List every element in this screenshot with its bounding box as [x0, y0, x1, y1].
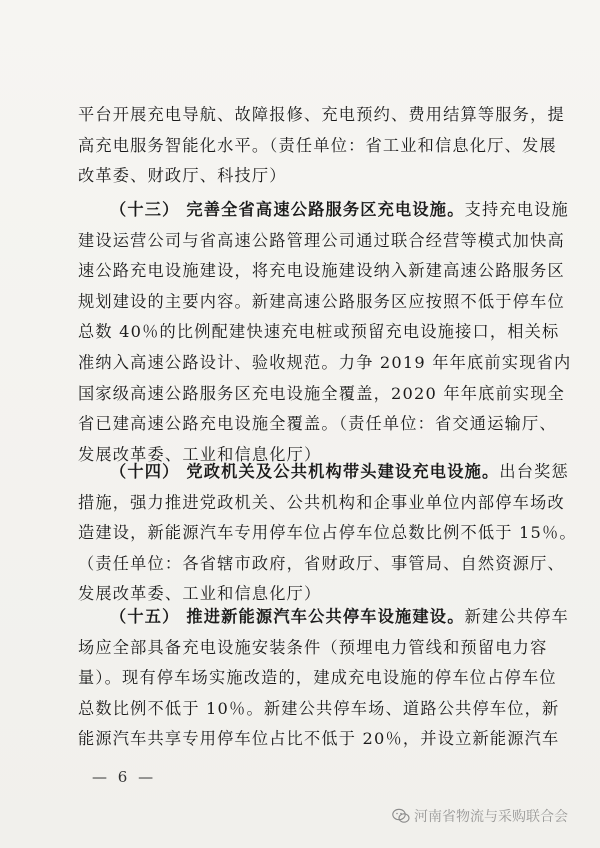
text-line: 准纳入高速公路设计、验收规范。力争 2019 年年底前实现省内	[78, 352, 572, 372]
section-heading: （十五） 推进新能源汽车公共停车设施建设。	[110, 607, 465, 626]
text-line: 量）。现有停车场实施改造的，建成充电设施的停车位占停车位	[78, 668, 557, 688]
paragraph-13	[78, 195, 572, 470]
text-line: 总数 40％的比例配建快速充电桩或预留充电设施接口，相关标	[78, 322, 560, 342]
text-line: 速公路充电设施建设，将充电设施建设纳入新建高速公路服务区	[78, 261, 565, 281]
paragraph-first-line	[78, 457, 569, 488]
text-line: 发展改革委、工业和信息化厅）	[78, 444, 322, 464]
text-line: 建设运营公司与省高速公路管理公司通过联合经营等模式加快高	[78, 230, 565, 250]
heading-continuation: 新建公共停车	[464, 607, 569, 626]
text-line: 场应全部具备充电设施安装条件（预埋电力管线和预留电力容	[78, 637, 548, 657]
text-line: （责任单位：各省辖市政府，省财政厅、事管局、自然资源厅、	[78, 553, 565, 573]
text-line: 高充电服务智能化水平。（责任单位：省工业和信息化厅、发展	[78, 135, 557, 155]
page-number: — 6 —	[92, 768, 157, 786]
watermark	[392, 806, 568, 826]
paragraph-first-line	[78, 195, 569, 226]
section-heading: （十四） 党政机关及公共机构带头建设充电设施。	[110, 462, 500, 481]
text-line: 国家级高速公路服务区充电设施全覆盖，2020 年年底前实现全	[78, 383, 566, 403]
text-line: 措施，强力推进党政机关、公共机构和企事业单位内部停车场改	[78, 492, 565, 512]
section-heading: （十三） 完善全省高速公路服务区充电设施。	[110, 200, 465, 219]
heading-continuation: 支持充电设施	[464, 200, 569, 219]
paragraph-first-line	[78, 602, 569, 633]
text-line: 总数比例不低于 10％。新建公共停车场、道路公共停车位，新	[78, 698, 560, 718]
watermark-text: 河南省物流与采购联合会	[414, 809, 568, 825]
text-line: 造建设，新能源汽车专用停车位占停车位总数比例不低于 15％。	[78, 523, 577, 543]
text-line: 省已建高速公路充电设施全覆盖。（责任单位：省交通运输厅、	[78, 414, 557, 434]
paragraph-continuation	[78, 100, 565, 192]
heading-continuation: 出台奖惩	[499, 462, 569, 481]
text-line: 改革委、财政厅、科技厅）	[78, 166, 287, 186]
text-line: 规划建设的主要内容。新建高速公路服务区应按照不低于停车位	[78, 291, 565, 311]
text-line: 平台开展充电导航、故障报修、充电预约、费用结算等服务，提	[78, 105, 565, 124]
text-line: 发展改革委、工业和信息化厅）	[78, 584, 322, 604]
wechat-icon	[392, 808, 410, 824]
text-line: 能源汽车共享专用停车位占比不低于 20％，并设立新能源汽车	[78, 729, 560, 749]
paragraph-15	[78, 602, 569, 755]
paragraph-14	[78, 457, 577, 610]
